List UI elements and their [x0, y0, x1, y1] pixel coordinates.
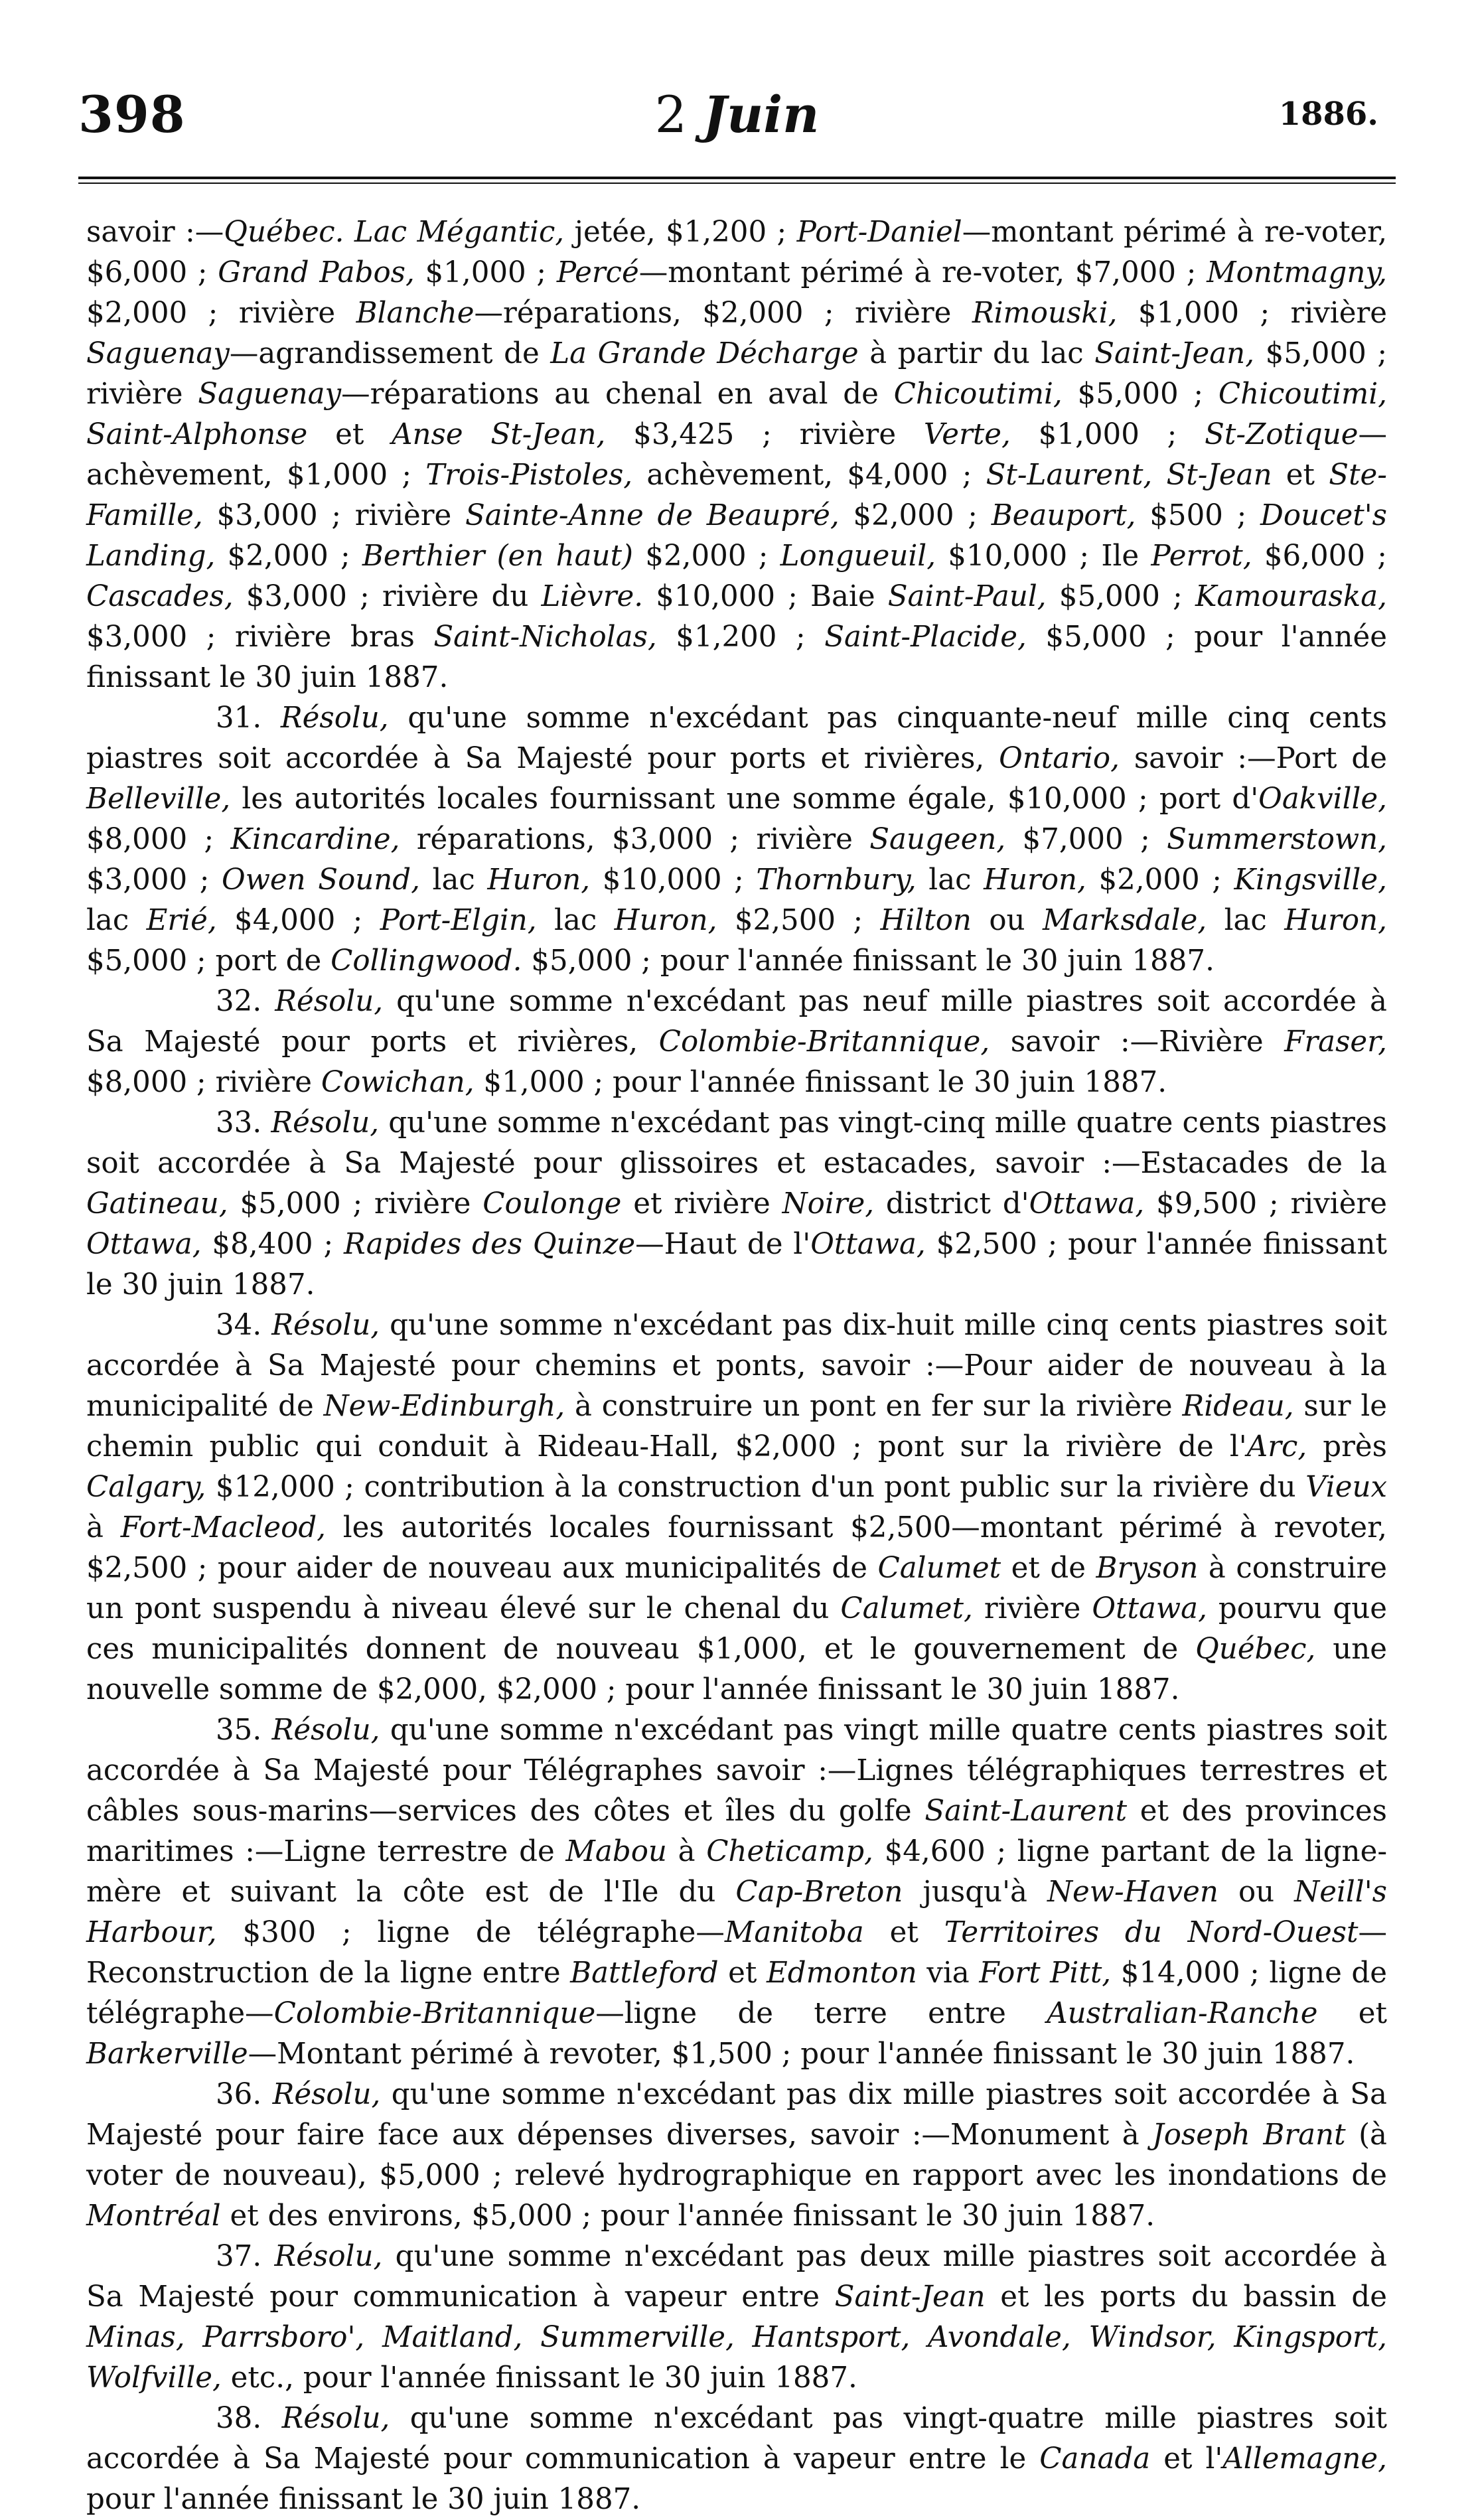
text-run: savoir :—	[86, 216, 224, 249]
italic-run: Résolu,	[271, 1106, 380, 1140]
text-run: réparations, $3,000 ; rivière	[400, 823, 870, 856]
italic-run: Ottawa,	[1092, 1592, 1207, 1625]
italic-run: Bryson	[1096, 1552, 1199, 1585]
italic-run: Montmagny,	[1207, 256, 1387, 289]
text-run: 31.	[216, 702, 281, 735]
text-run: près	[1307, 1430, 1387, 1463]
text-run: $5,000 ; rivière	[86, 337, 1388, 411]
italic-run: Anse St-Jean,	[392, 418, 606, 451]
text-run: et	[307, 418, 392, 451]
text-run: et rivière	[621, 1187, 782, 1221]
italic-run: Résolu,	[280, 702, 389, 735]
text-run: $1,000 ;	[414, 256, 557, 289]
italic-run: Résolu,	[271, 1309, 380, 1342]
italic-run: Résolu,	[272, 2078, 381, 2111]
text-run: $3,000 ; rivière du	[233, 580, 542, 613]
text-run: lac	[1207, 904, 1285, 937]
italic-run: Percé	[556, 256, 639, 289]
text-run: $5,000 ; port de	[86, 944, 331, 978]
text-run: lac	[536, 904, 615, 937]
italic-run: Rimouski,	[972, 297, 1118, 330]
text-run: $3,425 ; rivière	[605, 418, 924, 451]
italic-run: Canada	[1039, 2442, 1151, 2476]
italic-run: Minas, Parrsboro', Maitland, Summerville, Hantsport, Avondale, Windsor, Kingsport, Wolfville,	[86, 2321, 1387, 2395]
text-run: $2,000 ;	[839, 499, 992, 532]
paragraph-36	[86, 2075, 1387, 2237]
italic-run: Sainte-Anne de Beaupré,	[465, 499, 840, 532]
italic-run: Ste-Famille,	[86, 459, 1387, 532]
running-date	[78, 85, 1396, 144]
italic-run: Saugeen,	[869, 823, 1006, 856]
text-run: et des provinces maritimes :—Ligne terrestre de	[86, 1795, 1387, 1868]
italic-run: Calumet	[877, 1552, 1001, 1585]
italic-run: Huron,	[984, 863, 1086, 897]
italic-run: Saint-Nicholas,	[433, 621, 657, 654]
text-run: $4,000 ;	[216, 904, 380, 937]
text-run: qu'une somme n'excédant pas neuf mille piastres soit accordée à Sa Majesté pour ports et rivières,	[86, 985, 1387, 1059]
italic-run: Ontario,	[999, 742, 1120, 775]
text-run: les autorités locales fournissant $2,500—montant périmé à revoter, $2,500 ; pour aider de nouveau aux municipalités de	[86, 1511, 1387, 1585]
italic-run: Australian-Ranche	[1047, 1997, 1318, 2030]
paragraph-38	[86, 2399, 1387, 2520]
text-run: $8,000 ;	[86, 823, 231, 856]
text-run: qu'une somme n'excédant pas dix-huit mille cinq cents piastres soit accordée à Sa Majesté pour chemins et ponts, savoir :—Pour aider de nouveau à la municipalité de	[86, 1309, 1387, 1423]
text-run: $5,000 ; rivière	[228, 1187, 483, 1221]
text-run: district d'	[874, 1187, 1029, 1221]
text-run: qu'une somme n'excédant pas vingt-cinq mille quatre cents piastres soit accordée à Sa Majesté pour glissoires et estacades, savoir :—Estacades de la	[86, 1106, 1387, 1180]
text-run: 38.	[216, 2402, 282, 2435]
text-run: $7,000 ;	[1005, 823, 1167, 856]
text-run: à partir du lac	[858, 337, 1095, 370]
italic-run: Saguenay	[86, 337, 230, 370]
italic-run: Québec.	[224, 216, 344, 249]
text-run: les autorités locales fournissant une somme égale, $10,000 ; port d'	[230, 782, 1259, 816]
text-run: 33.	[216, 1106, 271, 1140]
italic-run: Saint-Jean	[834, 2280, 986, 2314]
italic-run: Colombie-Britannique,	[658, 1025, 990, 1059]
page-header	[78, 85, 1396, 151]
italic-run: Blanche	[356, 297, 475, 330]
text-run: $8,000 ; rivière	[86, 1066, 321, 1099]
italic-run: Doucet's Landing,	[86, 499, 1387, 573]
text-run: $3,000 ; rivière	[202, 499, 465, 532]
italic-run: Saint-Paul,	[887, 580, 1047, 613]
italic-run: Résolu,	[274, 2240, 383, 2273]
italic-run: Erié,	[146, 904, 217, 937]
italic-run: Manitoba	[724, 1916, 864, 1949]
text-run: $5,000 ;	[1062, 378, 1218, 411]
italic-run: New-Haven	[1047, 1876, 1218, 1909]
italic-run: Saint-Placide,	[824, 621, 1027, 654]
text-run: lac	[86, 904, 147, 937]
italic-run: Longueuil,	[780, 540, 936, 573]
text-run: —montant périmé à re-voter, $6,000 ;	[86, 216, 1388, 289]
text-run: —Reconstruction de la ligne entre	[86, 1916, 1387, 1990]
italic-run: Barkerville	[86, 2038, 248, 2071]
paragraph-continuation	[86, 212, 1387, 698]
italic-run: Cheticamp,	[706, 1835, 873, 1868]
date-day: 2	[654, 85, 687, 144]
italic-run: Thornbury,	[756, 863, 917, 897]
text-run: $500 ;	[1136, 499, 1261, 532]
text-run: (à voter de nouveau), $5,000 ; relevé hydrographique en rapport avec les inondations de	[86, 2118, 1387, 2192]
text-run: $1,000 ; pour l'année finissant le 30 juin 1887.	[474, 1066, 1167, 1099]
text-run: etc., pour l'année finissant le 30 juin 1887.	[221, 2361, 857, 2395]
text-run: $4,600 ; ligne partant de la ligne-mère et suivant la côte est de l'Ile du	[86, 1835, 1388, 1909]
italic-run: Marksdale,	[1042, 904, 1207, 937]
text-run: $2,500 ; pour l'année finissant le 30 juin 1887.	[86, 1228, 1387, 1301]
header-rule-thin	[78, 183, 1396, 184]
italic-run: Fort-Macleod,	[120, 1511, 327, 1544]
paragraph-34	[86, 1305, 1387, 1710]
italic-run: Lac Mégantic,	[354, 216, 565, 249]
text-run: $1,000 ; rivière	[1117, 297, 1387, 330]
text-run: $6,000 ;	[1252, 540, 1387, 573]
italic-run: Résolu,	[271, 1714, 380, 1747]
text-run: 35.	[216, 1714, 272, 1747]
italic-run: Port-Elgin,	[380, 904, 537, 937]
text-run: sur le chemin public qui conduit à Rideau-Hall, $2,000 ; pont sur la rivière de l'	[86, 1390, 1387, 1463]
italic-run: Cowichan,	[321, 1066, 475, 1099]
italic-run: Noire,	[782, 1187, 875, 1221]
italic-run: Montréal	[86, 2199, 221, 2233]
text-run: savoir :—Port de	[1119, 742, 1387, 775]
italic-run: Perrot,	[1151, 540, 1252, 573]
text-run: achèvement, $4,000 ;	[632, 459, 986, 492]
italic-run: Fraser,	[1284, 1025, 1387, 1059]
text-run: pour l'année finissant le 30 juin 1887.	[86, 2483, 641, 2516]
text-run: $2,500 ;	[717, 904, 881, 937]
text-run: à construire un pont en fer sur la rivière	[565, 1390, 1183, 1423]
italic-run: Mabou	[565, 1835, 667, 1868]
text-run: —montant périmé à re-voter, $7,000 ;	[638, 256, 1207, 289]
text-run: qu'une somme n'excédant pas vingt-quatre mille piastres soit accordée à Sa Majesté pour communication à vapeur entre le	[86, 2402, 1387, 2476]
paragraph-32	[86, 982, 1387, 1103]
text-run: $5,000 ; pour l'année finissant le 30 juin 1887.	[522, 944, 1215, 978]
italic-run: Saint-Laurent	[924, 1795, 1128, 1828]
text-run: —agrandissement de	[229, 337, 551, 370]
text-run: $12,000 ; contribution à la construction d'un pont public sur la rivière du	[206, 1471, 1306, 1504]
text-run: $3,000 ;	[86, 863, 222, 897]
text-run: et l'	[1150, 2442, 1223, 2476]
text-run: ou	[1218, 1876, 1295, 1909]
text-run: $2,000 ;	[215, 540, 362, 573]
italic-run: Fort Pitt,	[979, 1957, 1112, 1990]
italic-run: Chicoutimi, Saint-Alphonse	[86, 378, 1387, 451]
italic-run: Grand Pabos,	[218, 256, 415, 289]
page-number: 398	[78, 85, 186, 144]
text-run: $8,400 ;	[201, 1228, 344, 1261]
italic-run: Rideau,	[1182, 1390, 1294, 1423]
text-run: $300 ; ligne de télégraphe—	[216, 1916, 725, 1949]
italic-run: Territoires du Nord-Ouest	[944, 1916, 1359, 1949]
text-run: et	[1272, 459, 1329, 492]
text-run: jusqu'à	[903, 1876, 1047, 1909]
italic-run: Collingwood.	[331, 944, 522, 978]
italic-run: Allemagne,	[1222, 2442, 1387, 2476]
text-run: qu'une somme n'excédant pas cinquante-neuf mille cinq cents piastres soit accordée à Sa Majesté pour ports et rivières,	[86, 702, 1387, 775]
text-run: pourvu que ces municipalités donnent de nouveau $1,000, et le gouvernement de	[86, 1592, 1387, 1666]
italic-run: Résolu,	[281, 2402, 390, 2435]
text-run: $5,000 ;	[1046, 580, 1195, 613]
text-run: ou	[971, 904, 1043, 937]
italic-run: St-Laurent, St-Jean	[986, 459, 1272, 492]
text-run: qu'une somme n'excédant pas dix mille piastres soit accordée à Sa Majesté pour faire face aux dépenses diverses, savoir :—Monument à	[86, 2078, 1387, 2152]
italic-run: Québec,	[1195, 1633, 1316, 1666]
text-run: $10,000 ; Ile	[936, 540, 1151, 573]
text-run	[344, 216, 354, 249]
italic-run: La Grande Décharge	[550, 337, 859, 370]
text-run: via	[917, 1957, 980, 1990]
text-run: —Haut de l'	[635, 1228, 811, 1261]
italic-run: New-Edinburgh,	[323, 1390, 565, 1423]
text-run: $10,000 ; Baie	[643, 580, 888, 613]
text-run: 34.	[216, 1309, 272, 1342]
text-run: qu'une somme n'excédant pas deux mille piastres soit accordée à Sa Majesté pour communication à vapeur entre	[86, 2240, 1387, 2314]
text-run: une nouvelle somme de $2,000, $2,000 ; pour l'année finissant le 30 juin 1887.	[86, 1633, 1387, 1706]
italic-run: Kincardine,	[230, 823, 400, 856]
text-run: et des environs, $5,000 ; pour l'année finissant le 30 juin 1887.	[220, 2199, 1155, 2233]
header-rule-thick	[78, 177, 1396, 179]
italic-run: Belleville,	[86, 782, 231, 816]
italic-run: Neill's Harbour,	[86, 1876, 1387, 1949]
italic-run: Hilton	[880, 904, 972, 937]
text-run: $3,000 ; rivière bras	[86, 621, 434, 654]
text-run: —réparations, $2,000 ; rivière	[474, 297, 972, 330]
text-run: —ligne de terre entre	[595, 1997, 1047, 2030]
italic-run: Kamouraska,	[1195, 580, 1387, 613]
italic-run: Kingsville,	[1234, 863, 1387, 897]
text-run: lac	[916, 863, 984, 897]
text-run: qu'une somme n'excédant pas vingt mille quatre cents piastres soit accordée à Sa Majesté pour Télégraphes savoir :—Lignes télégraphiques terrestres et câbles sous-marins—services des côtes et îles du golfe	[86, 1714, 1387, 1828]
italic-run: St-Zotique	[1205, 418, 1359, 451]
italic-run: Battleford	[570, 1957, 719, 1990]
text-run: —achèvement, $1,000 ;	[86, 418, 1388, 492]
text-run: à	[86, 1511, 121, 1544]
italic-run: Trois-Pistoles,	[425, 459, 633, 492]
italic-run: Saguenay	[198, 378, 342, 411]
italic-run: Colombie-Britannique	[273, 1997, 596, 2030]
paragraph-37	[86, 2237, 1387, 2399]
body-text	[86, 212, 1387, 2520]
text-run: $14,000 ; ligne de télégraphe—	[86, 1957, 1387, 2030]
text-run: 36.	[216, 2078, 273, 2111]
italic-run: Saint-Jean,	[1094, 337, 1255, 370]
text-run: et	[863, 1916, 944, 1949]
italic-run: Joseph Brant	[1152, 2118, 1346, 2152]
italic-run: Cap-Breton	[735, 1876, 903, 1909]
italic-run: Oakville,	[1258, 782, 1387, 816]
running-year: 1886.	[1278, 96, 1378, 133]
italic-run: Port-Daniel	[796, 216, 962, 249]
italic-run: Résolu,	[275, 985, 384, 1018]
italic-run: Arc,	[1246, 1430, 1307, 1463]
text-run: à	[666, 1835, 707, 1868]
italic-run: Calgary,	[86, 1471, 206, 1504]
italic-run: Summerstown,	[1167, 823, 1387, 856]
text-run: —Montant périmé à revoter, $1,500 ; pour l'année finissant le 30 juin 1887.	[248, 2038, 1355, 2071]
paragraph-31	[86, 698, 1387, 982]
italic-run: Ottawa,	[1029, 1187, 1145, 1221]
text-run: et	[718, 1957, 767, 1990]
italic-run: Lièvre.	[541, 580, 644, 613]
italic-run: Huron,	[1284, 904, 1387, 937]
paragraph-35	[86, 1710, 1387, 2075]
italic-run: Gatineau,	[86, 1187, 228, 1221]
text-run: $2,000 ;	[1086, 863, 1234, 897]
text-run: $5,000 ; pour l'année finissant le 30 juin 1887.	[86, 621, 1388, 694]
italic-run: Coulonge	[482, 1187, 622, 1221]
text-run: $9,500 ; rivière	[1144, 1187, 1387, 1221]
text-run: $10,000 ;	[590, 863, 757, 897]
text-run: et	[1317, 1997, 1387, 2030]
italic-run: Rapides des Quinze	[343, 1228, 636, 1261]
date-month: Juin	[703, 85, 820, 144]
italic-run: Calumet,	[840, 1592, 973, 1625]
italic-run: Cascades,	[86, 580, 234, 613]
text-run: rivière	[972, 1592, 1092, 1625]
text-run: lac	[419, 863, 488, 897]
paragraph-33	[86, 1103, 1387, 1305]
text-run: $1,000 ;	[1010, 418, 1205, 451]
italic-run: Owen Sound,	[222, 863, 420, 897]
italic-run: Ottawa,	[810, 1228, 926, 1261]
italic-run: Vieux	[1305, 1471, 1387, 1504]
text-run: —réparations au chenal en aval de	[341, 378, 894, 411]
text-run: $2,000 ;	[633, 540, 780, 573]
italic-run: Edmonton	[766, 1957, 917, 1990]
italic-run: Huron,	[614, 904, 717, 937]
text-run: $1,200 ;	[656, 621, 825, 654]
text-run: 37.	[216, 2240, 275, 2273]
text-run: à construire un pont suspendu à niveau élevé sur le chenal du	[86, 1552, 1387, 1625]
text-run: 32.	[216, 985, 275, 1018]
italic-run: Berthier (en haut)	[362, 540, 634, 573]
italic-run: Chicoutimi,	[893, 378, 1063, 411]
italic-run: Beauport,	[991, 499, 1136, 532]
text-run: savoir :—Rivière	[990, 1025, 1285, 1059]
italic-run: Huron,	[487, 863, 591, 897]
text-run: jetée, $1,200 ;	[564, 216, 797, 249]
text-run: et de	[1001, 1552, 1096, 1585]
italic-run: Ottawa,	[86, 1228, 202, 1261]
italic-run: Verte,	[923, 418, 1011, 451]
text-run: et les ports du bassin de	[985, 2280, 1388, 2314]
text-run: $2,000 ; rivière	[86, 297, 356, 330]
